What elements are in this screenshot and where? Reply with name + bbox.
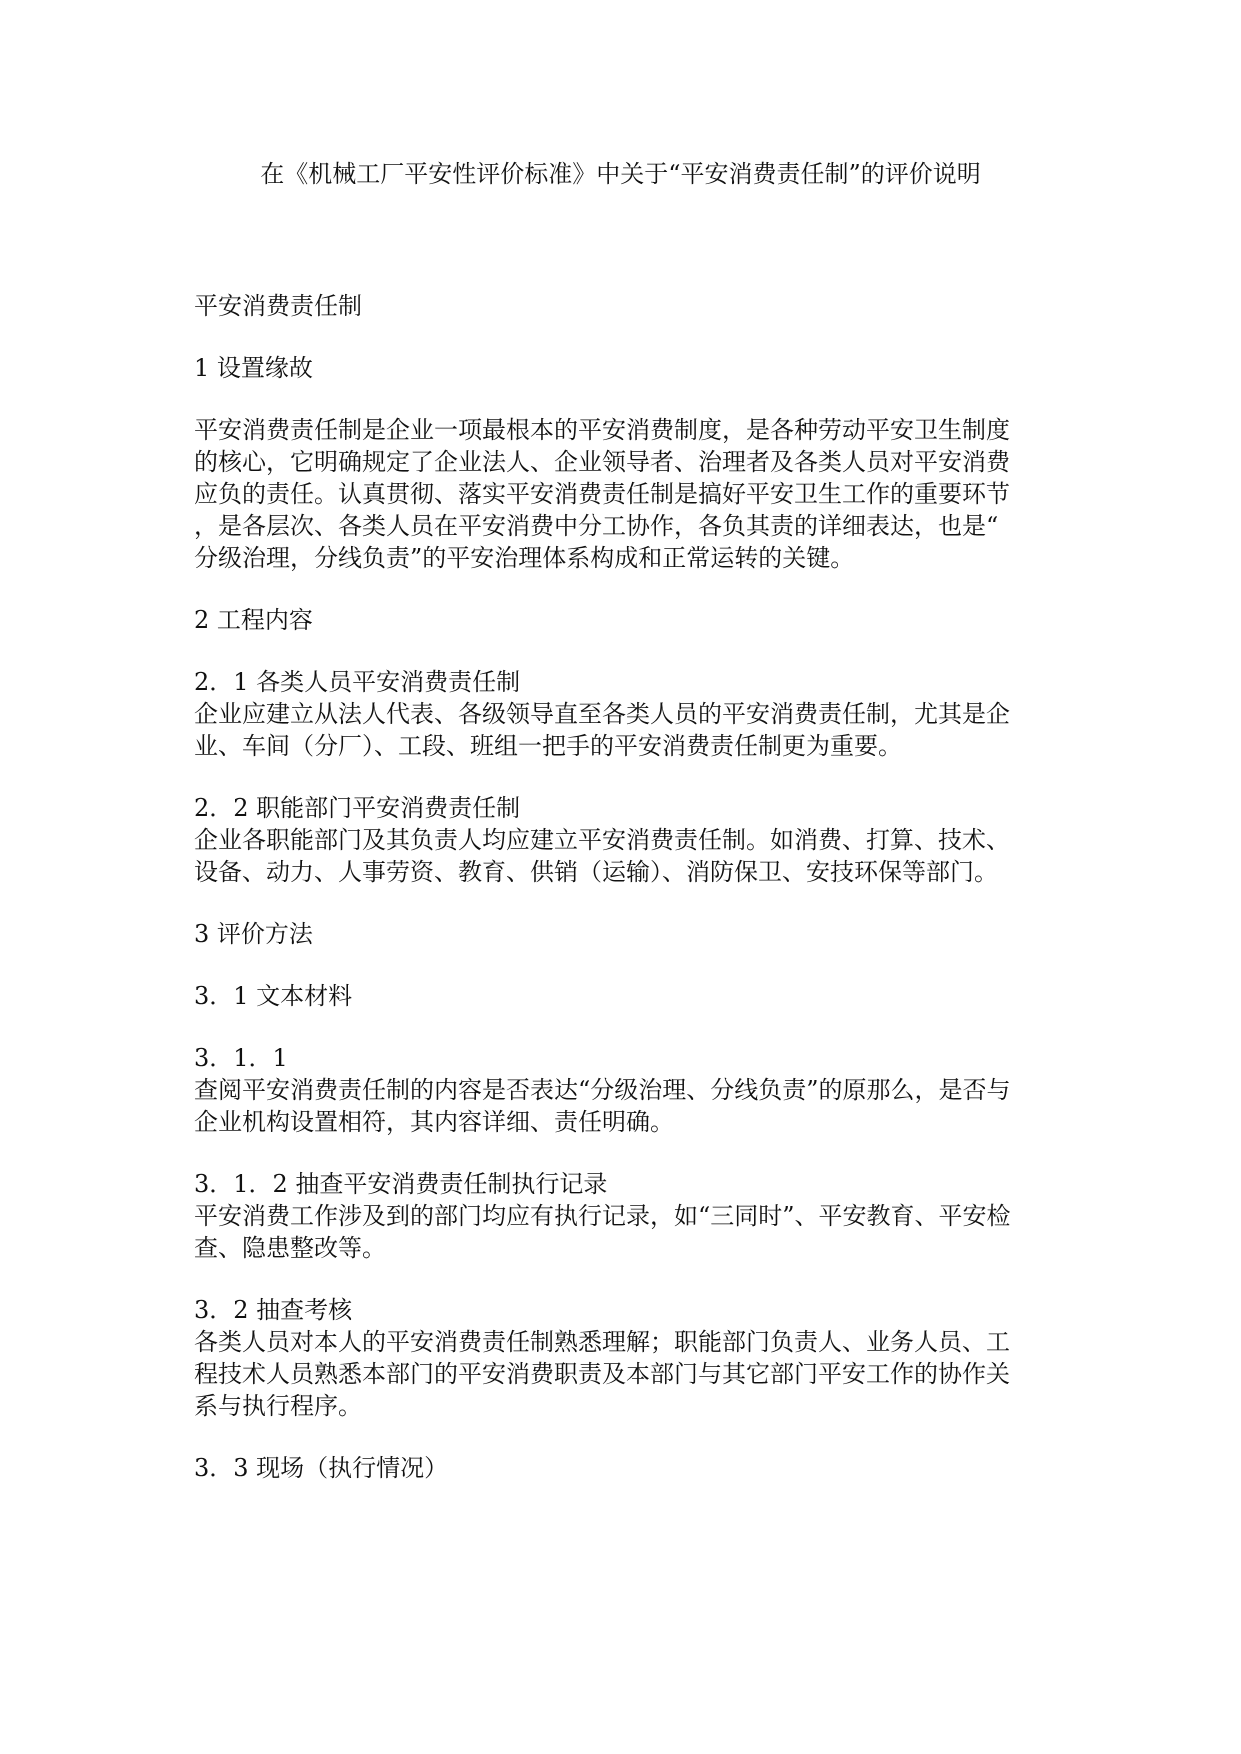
- section-3-1-1-heading: 3．1．1: [194, 1044, 288, 1072]
- section-1-block: [194, 352, 1054, 384]
- section-3-2-heading: 3．2 抽查考核: [194, 1296, 353, 1324]
- paragraph-line: 平安消费工作涉及到的部门均应有执行记录，如“三同时”、平安教育、平安检: [194, 1202, 1011, 1230]
- section-3-1-2-heading: 3．1．2 抽查平安消费责任制执行记录: [194, 1170, 608, 1198]
- section-1-paragraph: [194, 414, 1054, 574]
- paragraph-line: 业、车间（分厂）、工段、班组一把手的平安消费责任制更为重要。: [194, 732, 902, 760]
- section-2-1-heading: 2．1 各类人员平安消费责任制: [194, 668, 521, 696]
- paragraph-line: 各类人员对本人的平安消费责任制熟悉理解；职能部门负责人、业务人员、工: [194, 1328, 1010, 1356]
- section-3-2-block: [194, 1294, 1054, 1422]
- section-3-3-block: [194, 1452, 1054, 1484]
- paragraph-line: 查阅平安消费责任制的内容是否表达“分级治理、分线负责”的原那么，是否与: [194, 1076, 1011, 1104]
- section-3-1-2-block: [194, 1168, 1054, 1264]
- section-2-1-block: [194, 666, 1054, 762]
- section-3-heading: 3 评价方法: [194, 920, 313, 948]
- section-block: [194, 290, 1054, 322]
- paragraph-line: 查、隐患整改等。: [194, 1234, 386, 1262]
- paragraph-line: 程技术人员熟悉本部门的平安消费职责及本部门与其它部门平安工作的协作关: [194, 1360, 1010, 1388]
- section-heading: 平安消费责任制: [194, 292, 362, 320]
- paragraph-line: 设备、动力、人事劳资、教育、供销（运输）、消防保卫、安技环保等部门。: [194, 858, 998, 886]
- document-title: 在《机械工厂平安性评价标准》中关于“平安消费责任制”的评价说明: [260, 160, 981, 188]
- section-2-block: [194, 604, 1054, 636]
- section-1-heading: 1 设置缘故: [194, 354, 313, 382]
- section-3-3-heading: 3．3 现场（执行情况）: [194, 1454, 449, 1482]
- section-2-heading: 2 工程内容: [194, 606, 313, 634]
- document-body: [194, 290, 1054, 1514]
- paragraph-line: 企业各职能部门及其负责人均应建立平安消费责任制。如消费、打算、技术、: [194, 826, 1010, 854]
- section-2-2-block: [194, 792, 1054, 888]
- paragraph-line: ，是各层次、各类人员在平安消费中分工协作，各负其责的详细表达，也是“: [194, 512, 999, 540]
- section-2-2-heading: 2．2 职能部门平安消费责任制: [194, 794, 521, 822]
- paragraph-line: 平安消费责任制是企业一项最根本的平安消费制度，是各种劳动平安卫生制度: [194, 416, 1010, 444]
- section-3-block: [194, 918, 1054, 950]
- paragraph-line: 企业机构设置相符，其内容详细、责任明确。: [194, 1108, 674, 1136]
- paragraph-line: 分级治理，分线负责”的平安治理体系构成和正常运转的关键。: [194, 544, 855, 572]
- paragraph-line: 企业应建立从法人代表、各级领导直至各类人员的平安消费责任制，尤其是企: [194, 700, 1010, 728]
- section-3-1-heading: 3．1 文本材料: [194, 982, 353, 1010]
- paragraph-line: 应负的责任。认真贯彻、落实平安消费责任制是搞好平安卫生工作的重要环节: [194, 480, 1010, 508]
- section-3-1-block: [194, 980, 1054, 1012]
- section-3-1-1-block: [194, 1042, 1054, 1138]
- paragraph-line: 的核心，它明确规定了企业法人、企业领导者、治理者及各类人员对平安消费: [194, 448, 1010, 476]
- paragraph-line: 系与执行程序。: [194, 1392, 362, 1420]
